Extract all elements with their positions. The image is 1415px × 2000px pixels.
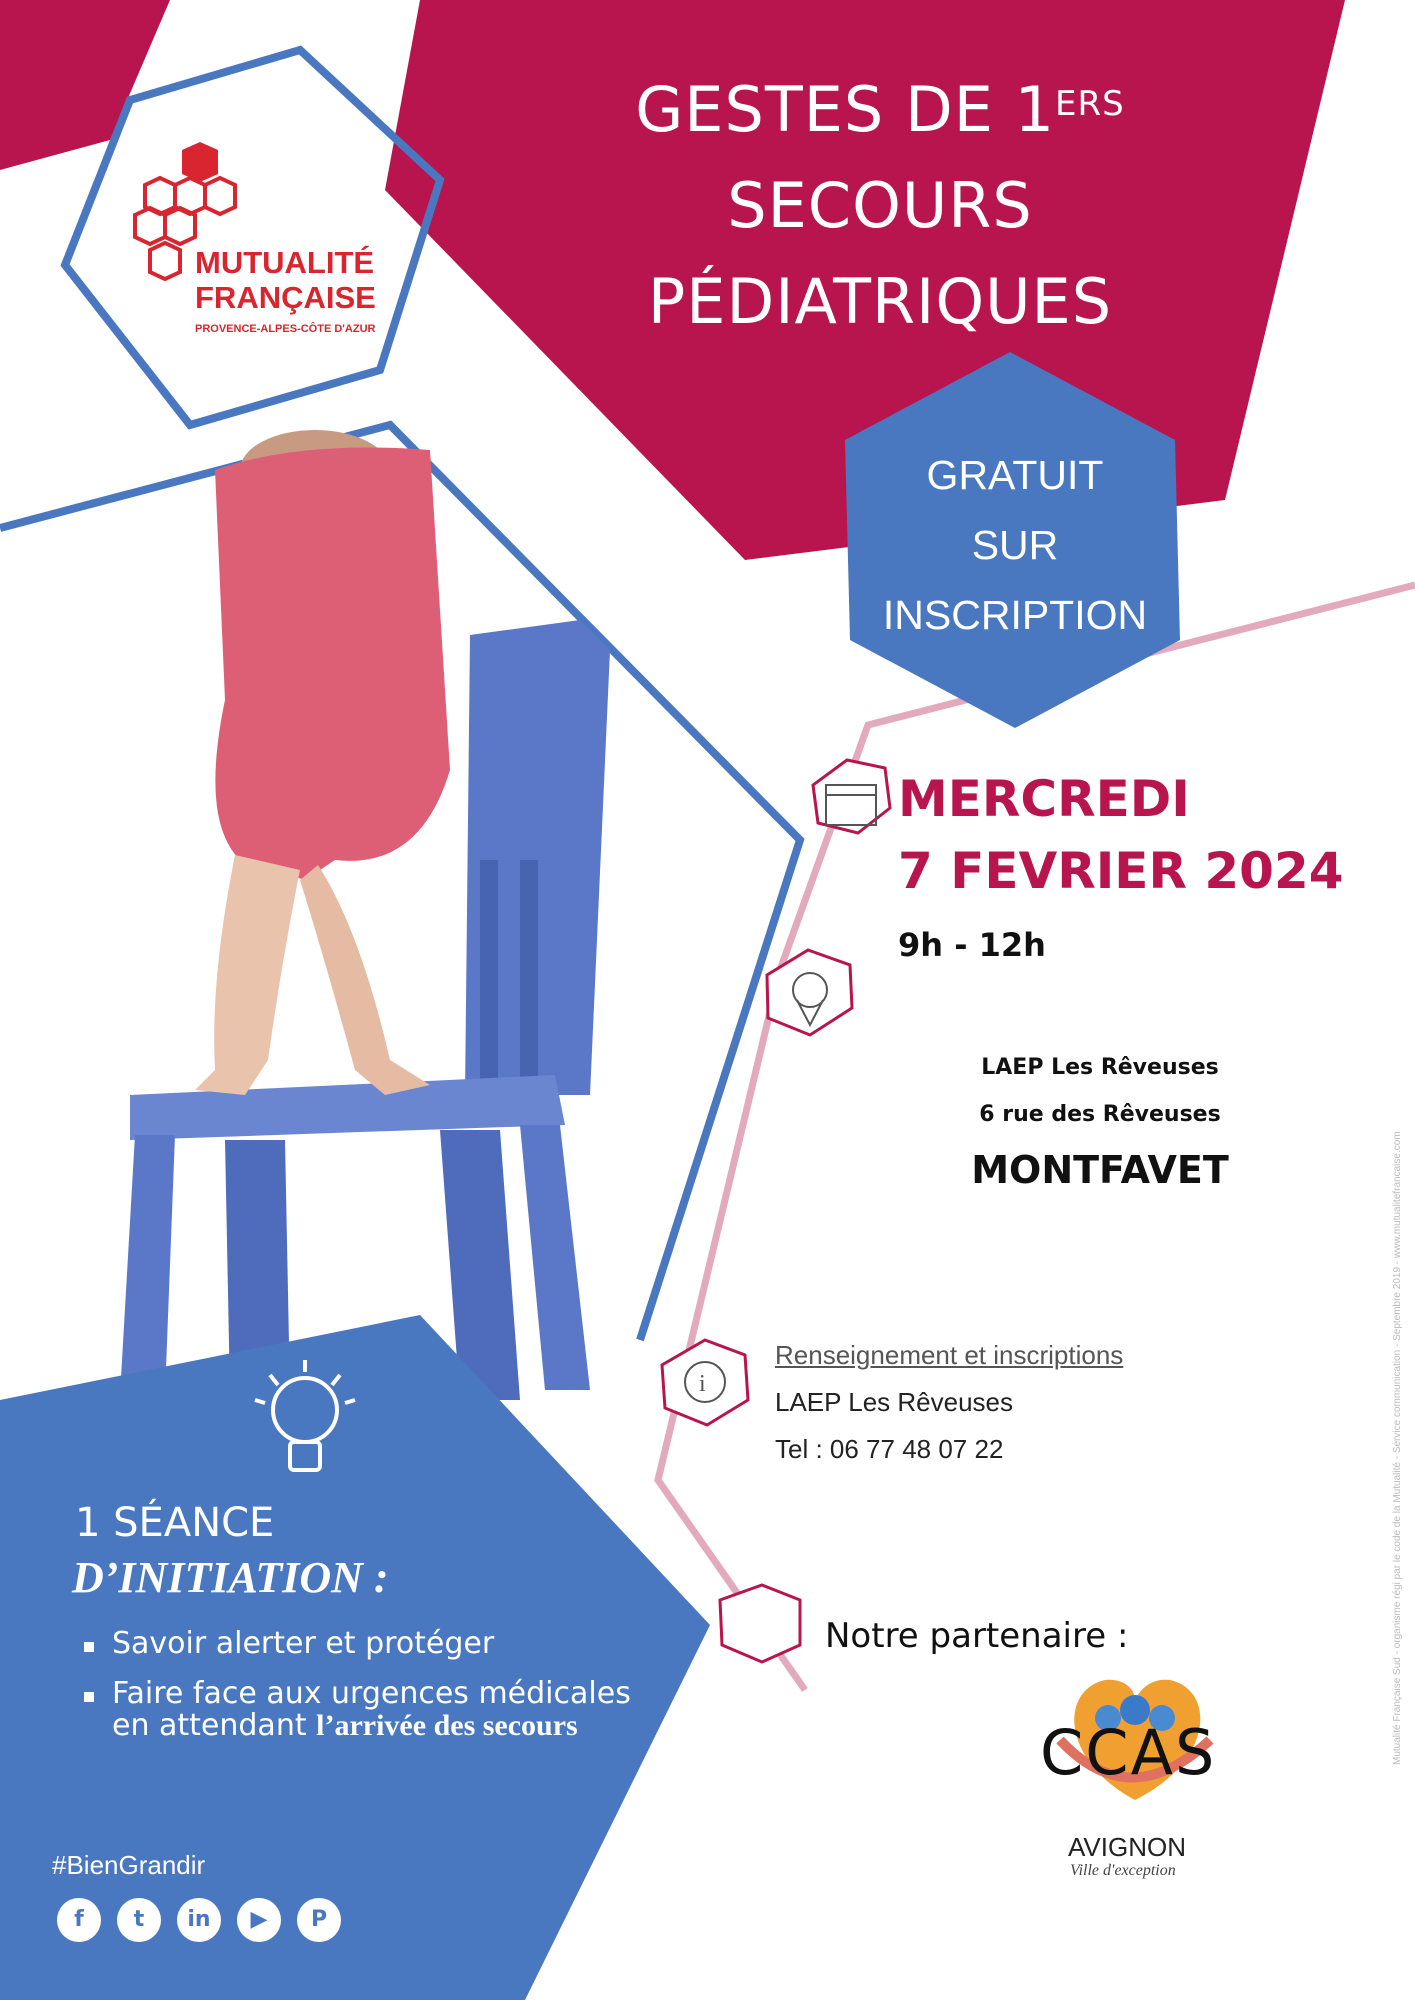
calendar-icon — [813, 760, 890, 833]
facebook-icon[interactable]: f — [57, 1898, 101, 1942]
location-city: MONTFAVET — [971, 1148, 1229, 1192]
title-line1: GESTES DE 1 — [635, 73, 1056, 146]
contact-phone: Tel : 06 77 48 07 22 — [775, 1434, 1004, 1464]
honeycomb-filled-cell — [182, 142, 218, 182]
session-count: 1 SÉANCE — [75, 1500, 275, 1546]
bullet2-line2-plain: en attendant — [112, 1708, 317, 1743]
bullet2-line2-bold: l’arrivée des secours — [316, 1709, 578, 1742]
partner-label: Notre partenaire : — [825, 1616, 1129, 1656]
ccas-logo-city: AVIGNON — [1068, 1832, 1186, 1862]
logo-region: PROVENCE-ALPES-CÔTE D'AZUR — [195, 323, 376, 335]
event-time: 9h - 12h — [898, 926, 1046, 964]
event-date: 7 FEVRIER 2024 — [898, 842, 1344, 900]
linkedin-icon[interactable]: in — [177, 1898, 221, 1942]
baby-illustration — [195, 430, 450, 1095]
pink-route-line — [658, 585, 1415, 1690]
svg-text:i: i — [699, 1371, 706, 1397]
hashtag: #BienGrandir — [52, 1850, 206, 1880]
twitter-icon[interactable]: t — [117, 1898, 161, 1942]
page-title — [560, 62, 1200, 350]
location-street: 6 rue des Rêveuses — [979, 1102, 1221, 1127]
bullet-item — [80, 1678, 680, 1742]
title-line2: SECOURS — [727, 169, 1033, 242]
partner-hexagon-outline — [720, 1585, 800, 1662]
crimson-corner-shape — [0, 0, 170, 170]
badge-line1: GRATUIT — [926, 452, 1104, 498]
badge-line3: INSCRIPTION — [882, 592, 1148, 638]
side-legal-note: Mutualité Française Sud - organisme régi par le code de la Mutualité - Service communication - Septembre 2019 - www.mutualitefrancaise.com — [1392, 1131, 1403, 1765]
bullet2-line1: Faire face aux urgences médicales — [112, 1676, 631, 1711]
location-venue: LAEP Les Rêveuses — [981, 1055, 1219, 1080]
bullet1-text: Savoir alerter et protéger — [112, 1626, 495, 1661]
ccas-logo-text: CCAS — [1040, 1716, 1217, 1789]
badge-line2: SUR — [971, 522, 1059, 568]
bullet-item — [80, 1628, 680, 1660]
contact-heading: Renseignement et inscriptions — [775, 1340, 1124, 1370]
free-registration-badge — [845, 440, 1185, 650]
session-bullets — [80, 1628, 680, 1760]
pinterest-icon[interactable]: P — [297, 1898, 341, 1942]
session-type: D’INITIATION : — [72, 1553, 389, 1602]
event-day: MERCREDI — [898, 770, 1190, 828]
ccas-logo-tagline: Ville d'exception — [1070, 1862, 1176, 1879]
title-line3: PÉDIATRIQUES — [647, 265, 1113, 338]
youtube-icon[interactable]: ▶ — [237, 1898, 281, 1942]
title-line1-sup: ERS — [1055, 84, 1125, 124]
info-icon — [662, 1340, 748, 1425]
logo-name-line2: FRANÇAISE — [195, 280, 376, 315]
contact-name: LAEP Les Rêveuses — [775, 1387, 1013, 1417]
logo-name-line1: MUTUALITÉ — [195, 245, 375, 280]
